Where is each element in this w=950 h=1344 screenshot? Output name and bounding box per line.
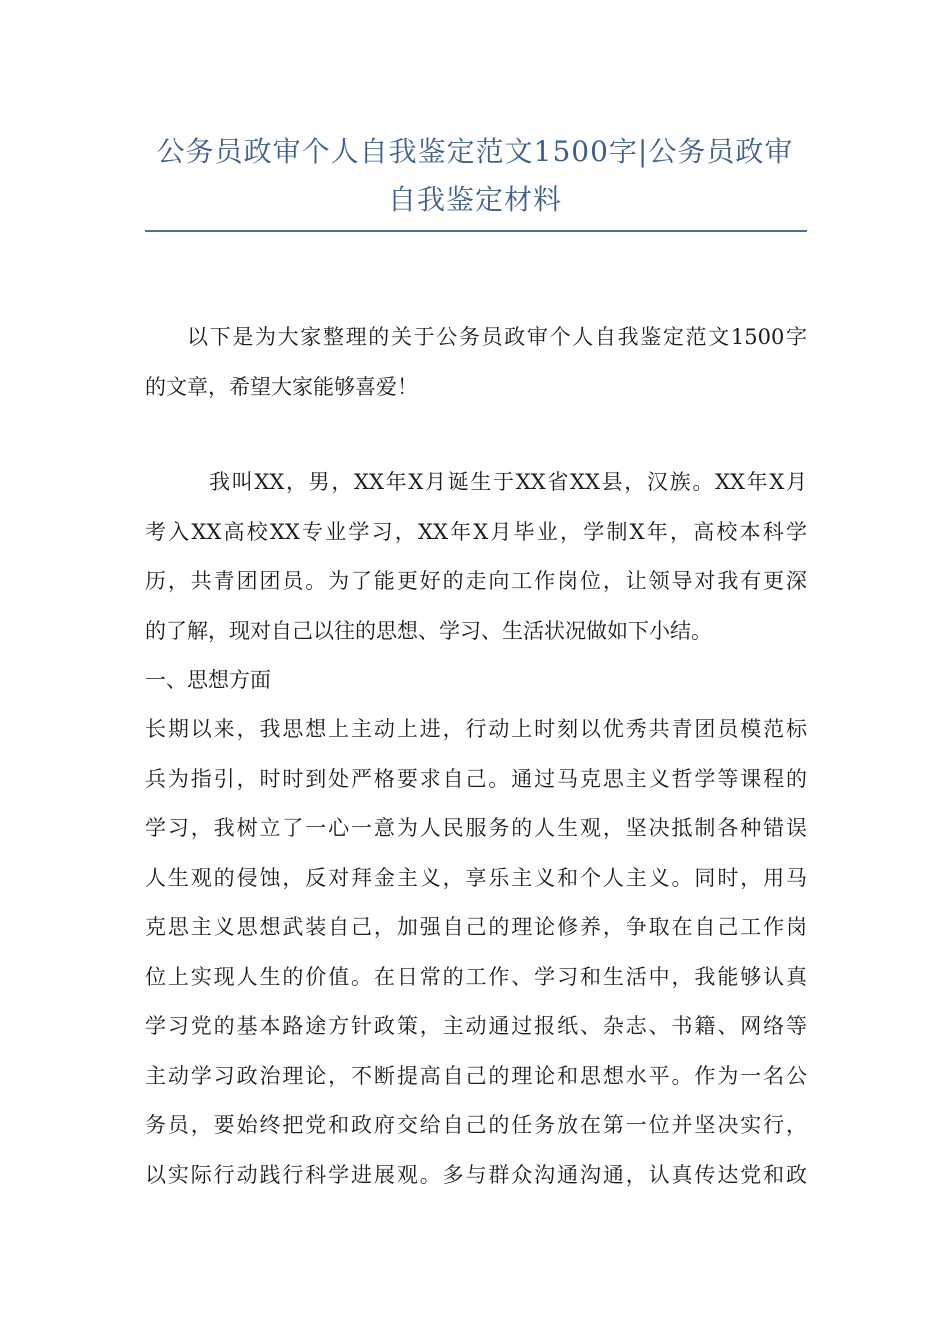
paragraph2-line-9: 务员，要始终把党和政府交给自己的任务放在第一位并坚决实行， xyxy=(145,1113,807,1137)
paragraph2-line-10: 以实际行动践行科学进展观。多与群众沟通沟通，认真传达党和政 xyxy=(145,1162,807,1187)
paragraph-personal-info xyxy=(145,458,807,656)
paragraph2-line-7: 学习党的基本路途方针政策，主动通过报纸、杂志、书籍、网络等 xyxy=(145,1014,807,1038)
paragraph1-line-3: 历，共青团团员。为了能更好的走向工作岗位，让领导对我有更深 xyxy=(145,569,807,593)
intro-line-1: 以下是为大家整理的关于公务员政审个人自我鉴定范文1500字 xyxy=(187,325,807,349)
paragraph-ideology xyxy=(145,705,807,1200)
document-title xyxy=(145,128,805,224)
title-line-2: 自我鉴定材料 xyxy=(387,183,562,216)
intro-line-2: 的文章，希望大家能够喜爱！ xyxy=(145,374,418,399)
paragraph1-line-4: 的了解，现对自己以往的思想、学习、生活状况做如下小结。 xyxy=(145,618,712,643)
paragraph2-line-5: 克思主义思想武装自己，加强自己的理论修养，争取在自己工作岗 xyxy=(145,915,807,939)
paragraph1-line-2: 考入XX高校XX专业学习，XX年X月毕业，学制X年，高校本科学 xyxy=(145,519,807,544)
section-heading-text: 一、思想方面 xyxy=(145,668,271,692)
title-line-1: 公务员政审个人自我鉴定范文1500字|公务员政审 xyxy=(156,135,794,168)
paragraph2-line-2: 兵为指引，时时到处严格要求自己。通过马克思主义哲学等课程的 xyxy=(145,766,807,791)
paragraph2-line-6: 位上实现人生的价值。在日常的工作、学习和生活中，我能够认真 xyxy=(145,964,807,989)
paragraph2-line-8: 主动学习政治理论，不断提高自己的理论和思想水平。作为一名公 xyxy=(145,1063,807,1088)
section-heading xyxy=(145,656,807,706)
paragraph2-line-1: 长期以来，我思想上主动上进，行动上时刻以优秀共青团员模范标 xyxy=(145,717,807,741)
intro-paragraph xyxy=(145,313,807,412)
paragraph1-line-1: 我叫XX，男，XX年X月诞生于XX省XX县，汉族。XX年X月 xyxy=(209,470,807,494)
paragraph2-line-3: 学习，我树立了一心一意为人民服务的人生观，坚决抵制各种错误 xyxy=(145,816,807,840)
title-underline xyxy=(145,230,807,232)
paragraph2-line-4: 人生观的侵蚀，反对拜金主义，享乐主义和个人主义。同时，用马 xyxy=(145,865,807,890)
